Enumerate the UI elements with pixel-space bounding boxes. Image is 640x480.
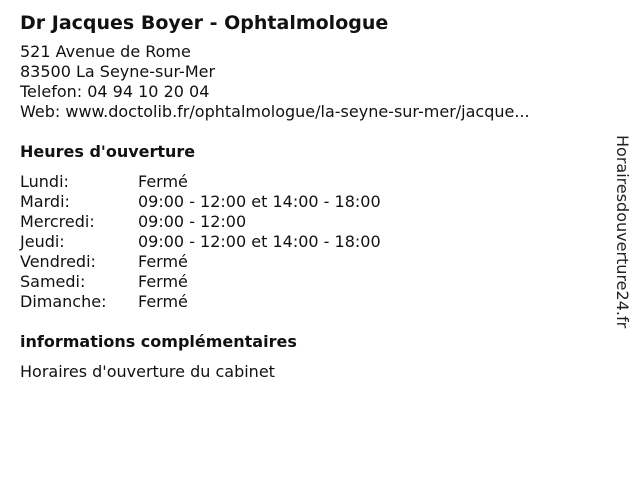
hours-row-jeudi bbox=[20, 232, 600, 252]
practice-card bbox=[20, 10, 600, 382]
info-heading: informations complémentaires bbox=[20, 332, 297, 351]
hours-time: Fermé bbox=[138, 172, 188, 191]
info-text: Horaires d'ouverture du cabinet bbox=[20, 362, 275, 381]
phone-number: Telefon: 04 94 10 20 04 bbox=[20, 82, 210, 101]
hours-row-vendredi bbox=[20, 252, 600, 272]
website-link[interactable]: Web: www.doctolib.fr/ophtalmologue/la-seyne-sur-mer/jacque... bbox=[20, 102, 530, 121]
hours-row-lundi bbox=[20, 172, 600, 192]
hours-time: 09:00 - 12:00 bbox=[138, 212, 247, 231]
hours-day: Lundi: bbox=[20, 172, 69, 191]
hours-day: Vendredi: bbox=[20, 252, 96, 271]
hours-time: 09:00 - 12:00 et 14:00 - 18:00 bbox=[138, 192, 381, 211]
opening-hours-list bbox=[20, 172, 600, 312]
site-watermark-label: Horairesdouverture24.fr bbox=[613, 135, 632, 329]
hours-time: 09:00 - 12:00 et 14:00 - 18:00 bbox=[138, 232, 381, 251]
hours-row-samedi bbox=[20, 272, 600, 292]
hours-day: Mercredi: bbox=[20, 212, 95, 231]
hours-row-mercredi bbox=[20, 212, 600, 232]
hours-time: Fermé bbox=[138, 292, 188, 311]
opening-hours-heading: Heures d'ouverture bbox=[20, 142, 196, 161]
hours-day: Jeudi: bbox=[20, 232, 65, 251]
hours-day: Samedi: bbox=[20, 272, 86, 291]
hours-row-mardi bbox=[20, 192, 600, 212]
hours-day: Mardi: bbox=[20, 192, 70, 211]
practice-title: Dr Jacques Boyer - Ophtalmologue bbox=[20, 12, 389, 34]
hours-row-dimanche bbox=[20, 292, 600, 312]
address-line-1: 521 Avenue de Rome bbox=[20, 42, 191, 61]
hours-time: Fermé bbox=[138, 272, 188, 291]
hours-time: Fermé bbox=[138, 252, 188, 271]
hours-day: Dimanche: bbox=[20, 292, 107, 311]
address-line-2: 83500 La Seyne-sur-Mer bbox=[20, 62, 216, 81]
